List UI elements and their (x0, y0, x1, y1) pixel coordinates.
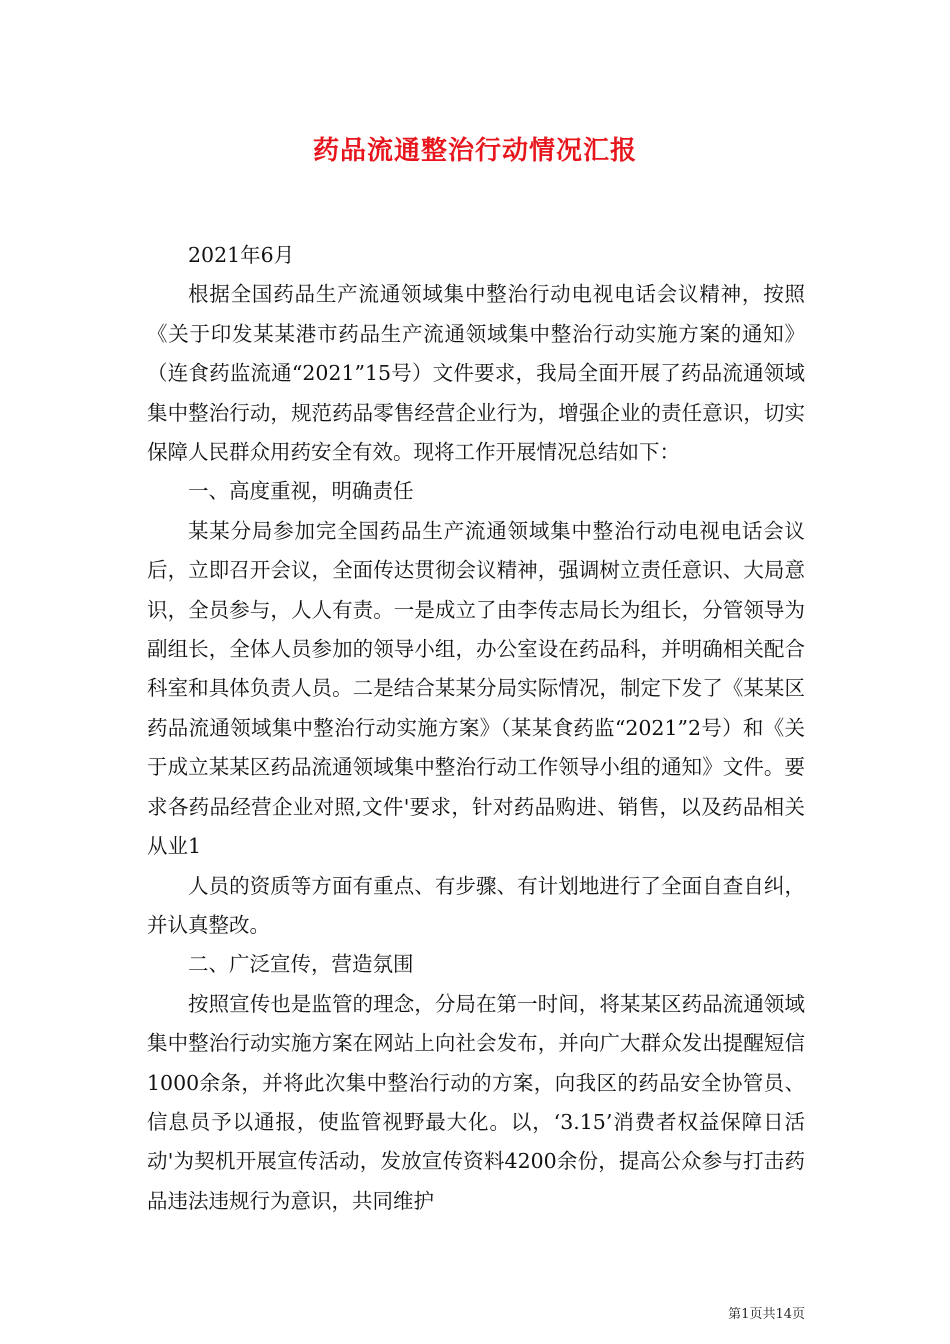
intro-paragraph: 根据全国药品生产流通领域集中整治行动电视电话会议精神，按照《关于印发某某港市药品生产流通领域集中整治行动实施方案的通知》（连食药监流通“2021”15号）文件要求，我局全面开展了药品流通领域集中整治行动，规范药品零售经营企业行为，增强企业的责任意识，切实保障人民群众用药安全有效。现将工作开展情况总结如下： (147, 282, 805, 465)
section-heading-2: 二、广泛宣传，营造氛围 (188, 952, 414, 977)
section-2-paragraph: 按照宣传也是监管的理念，分局在第一时间，将某某区药品流通领域集中整治行动实施方案在网站上向社会发布，并向广大群众发出提醒短信1000余条，并将此次集中整治行动的方案，向我区的药品安全协管员、信息员予以通报，使监管视野最大化。以，‘3.15’消费者权益保障日活动'为契机开展宣传活动，发放宣传资料4200余份，提高公众参与打击药品违法违规行为意识，共同维护 (147, 991, 805, 1213)
page-number: 第1页共14页 (728, 1307, 805, 1322)
section-heading-1: 一、高度重视，明确责任 (188, 479, 414, 504)
document-title: 药品流通整治行动情况汇报 (312, 136, 637, 166)
section-1-paragraph: 某某分局参加完全国药品生产流通领域集中整治行动电视电话会议后，立即召开会议，全面传达贯彻会议精神，强调树立责任意识、大局意识，全员参与，人人有责。一是成立了由李传志局长为组长，分管领导为副组长，全体人员参加的领导小组，办公室设在药品科，并明确相关配合科室和具体负责人员。二是结合某某分局实际情况，制定下发了《某某区药品流通领域集中整治行动实施方案》（某某食药监“2021”2号）和《关于成立某某区药品流通领域集中整治行动工作领导小组的通知》文件。要求各药品经营企业对照,文件'要求，针对药品购进、销售，以及药品相关从业1 (147, 518, 805, 859)
section-1-continuation: 人员的资质等方面有重点、有步骤、有计划地进行了全面自查自纠，并认真整改。 (147, 873, 805, 937)
document-body (147, 236, 805, 1221)
report-date: 2021年6月 (188, 243, 295, 267)
